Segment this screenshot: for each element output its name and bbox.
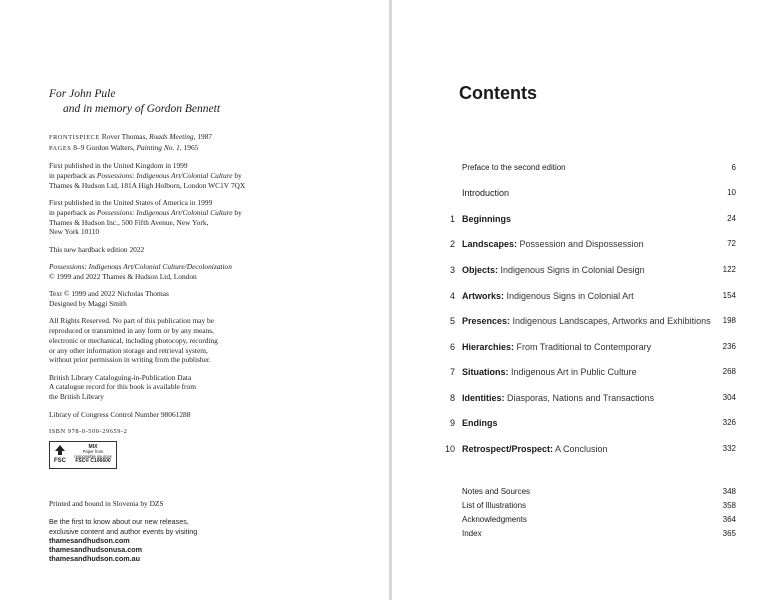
chapter-page: 198 xyxy=(722,316,736,325)
chapter-subtitle: Indigenous Landscapes, Artworks and Exhibitions xyxy=(510,316,711,326)
fsc-mix: MIX xyxy=(88,444,98,451)
fsc-tree-icon xyxy=(50,445,70,465)
isbn: ISBN 978-0-500-29659-2 xyxy=(49,427,128,435)
chapter-subtitle: Indigenous Art in Public Culture xyxy=(508,367,637,377)
toc-entry-title: Introduction xyxy=(462,188,510,198)
toc-chapter[interactable] xyxy=(440,340,736,354)
chapter-page: 72 xyxy=(727,239,736,248)
website-link[interactable]: thamesandhudsonusa.com xyxy=(49,545,143,555)
cataloguing-line: British Library Cataloguing-in-Publication Data xyxy=(49,372,192,382)
chapter-page: 154 xyxy=(722,291,736,300)
chapter-subtitle: From Traditional to Contemporary xyxy=(514,342,652,352)
website-link[interactable]: thamesandhudson.com xyxy=(49,535,130,545)
backmatter-page: 358 xyxy=(722,501,736,510)
toc-chapter[interactable] xyxy=(440,391,736,405)
chapter-title: Objects: xyxy=(462,265,499,275)
right-page xyxy=(392,0,784,600)
chapter-title: Situations: xyxy=(462,367,509,377)
toc-backmatter-entry[interactable] xyxy=(440,499,736,513)
chapter-subtitle: Indigenous Signs in Colonial Art xyxy=(504,291,634,301)
chapter-page: 122 xyxy=(722,265,736,274)
backmatter-page: 348 xyxy=(722,487,736,496)
toc-entry-page: 6 xyxy=(731,163,736,172)
chapter-title: Artworks: xyxy=(462,291,505,301)
fsc-text: responsible sources xyxy=(74,453,112,459)
left-page xyxy=(0,0,390,600)
chapter-page: 304 xyxy=(722,393,736,402)
toc-entry-title: Preface to the second edition xyxy=(462,163,566,172)
uk-edition-title: Possessions: Indigenous Art/Colonial Culture xyxy=(96,170,233,180)
chapter-number: 7 xyxy=(449,367,455,377)
chapter-subtitle: A Conclusion xyxy=(553,444,608,454)
backmatter-title: List of Illustrations xyxy=(462,501,527,510)
chapter-number: 2 xyxy=(449,239,455,249)
backmatter-title: Notes and Sources xyxy=(462,487,531,496)
toc-backmatter-entry[interactable] xyxy=(440,485,736,499)
toc-backmatter-entry[interactable] xyxy=(440,527,736,541)
backmatter-page: 364 xyxy=(722,515,736,524)
pages-label: PAGES xyxy=(49,144,72,152)
chapter-page: 326 xyxy=(722,418,736,427)
chapter-subtitle: Possession and Dispossession xyxy=(517,239,644,249)
chapter-subtitle: Indigenous Signs in Colonial Design xyxy=(498,265,645,275)
copyright-block xyxy=(49,132,379,563)
us-edition-line: in paperback as xyxy=(49,207,97,217)
toc-chapter[interactable] xyxy=(440,365,736,379)
us-publisher-address: New York 10110 xyxy=(49,227,100,237)
fsc-logo xyxy=(49,441,117,469)
fsc-text: Paper from xyxy=(82,448,104,454)
printer-line: Printed and bound in Slovenia by DZS xyxy=(49,498,164,508)
chapter-number: 3 xyxy=(449,265,455,275)
toc-chapter[interactable] xyxy=(440,237,736,251)
pages-credit: 8–9 Gordon Walters, xyxy=(73,142,137,152)
uk-publisher-address: Thames & Hudson Ltd, 181A High Holborn, London WC1V 7QX xyxy=(49,180,246,190)
us-edition-title: Possessions: Indigenous Art/Colonial Culture xyxy=(96,207,233,217)
toc-entry-preface[interactable] xyxy=(440,161,736,175)
toc-chapter[interactable] xyxy=(440,442,736,456)
promo-line: Be the first to know about our new releases, xyxy=(49,517,189,527)
frontispiece-year: , 1987 xyxy=(193,132,213,141)
backmatter-page: 365 xyxy=(722,529,736,538)
book-title-full: Possessions: Indigenous Art/Colonial Culture/Decolonization xyxy=(49,261,232,271)
fsc-code: FSC® C106600 xyxy=(75,458,111,465)
loc-number: Library of Congress Control Number 98061288 xyxy=(49,409,191,419)
rights-line: electronic or mechanical, including photocopy, recording xyxy=(49,335,218,345)
toc-entry-introduction[interactable] xyxy=(440,186,736,200)
cataloguing-line: A catalogue record for this book is available from xyxy=(49,382,196,392)
chapter-page: 332 xyxy=(722,444,736,453)
us-edition-line: First published in the United States of America in 1999 xyxy=(49,197,213,207)
backmatter-title: Acknowledgments xyxy=(462,515,527,524)
toc-chapter[interactable] xyxy=(440,263,736,277)
designer-credit: Designed by Maggi Smith xyxy=(49,298,127,308)
toc-entry-page: 10 xyxy=(727,188,736,197)
chapter-subtitle: Diasporas, Nations and Transactions xyxy=(504,393,655,403)
pages-title: Painting No. 1 xyxy=(136,142,180,152)
chapter-number: 10 xyxy=(444,444,455,454)
dedication-line: For John Pule xyxy=(49,88,116,100)
website-link[interactable]: thamesandhudson.com.au xyxy=(49,554,141,564)
chapter-title: Identities: xyxy=(462,393,505,403)
chapter-number: 5 xyxy=(449,316,455,326)
toc-backmatter-entry[interactable] xyxy=(440,513,736,527)
pages-year: , 1965 xyxy=(179,142,199,152)
text-copyright: Text © 1999 and 2022 Nicholas Thomas xyxy=(49,289,169,299)
chapter-number: 8 xyxy=(449,393,455,403)
chapter-title: Endings xyxy=(462,418,498,428)
promo-line: exclusive content and author events by visiting xyxy=(49,526,198,536)
chapter-page: 236 xyxy=(722,342,736,351)
chapter-page: 268 xyxy=(722,367,736,376)
rights-line: without prior permission in writing from the publisher. xyxy=(49,355,211,365)
hardback-edition: This new hardback edition 2022 xyxy=(49,244,145,254)
chapter-number: 6 xyxy=(449,342,455,352)
chapter-title: Retrospect/Prospect: xyxy=(462,444,554,454)
chapter-number: 4 xyxy=(449,291,455,301)
chapter-page: 24 xyxy=(727,214,736,223)
dedication-line: and in memory of Gordon Bennett xyxy=(63,103,221,115)
backmatter-title: Index xyxy=(462,529,482,538)
toc-chapter[interactable] xyxy=(440,314,736,328)
frontispiece-title: Roads Meeting xyxy=(149,132,194,141)
rights-line: or any other information storage and retrieval system, xyxy=(49,345,208,355)
frontispiece-credit: Rover Thomas, xyxy=(101,132,150,141)
us-edition-line: by xyxy=(232,207,242,217)
chapter-title: Landscapes: xyxy=(462,239,518,249)
uk-edition-line: in paperback as xyxy=(49,170,97,180)
contents-title: Contents xyxy=(459,83,537,103)
toc-chapter[interactable] xyxy=(440,212,736,226)
toc-chapter[interactable] xyxy=(440,289,736,303)
uk-edition-line: First published in the United Kingdom in 1999 xyxy=(49,161,188,171)
promo-block xyxy=(49,517,379,563)
copyright-line: © 1999 and 2022 Thames & Hudson Ltd, London xyxy=(49,271,197,281)
uk-edition-line: by xyxy=(232,170,242,180)
chapter-number: 9 xyxy=(449,418,455,428)
chapter-title: Presences: xyxy=(462,316,511,326)
frontispiece-label: FRONTISPIECE xyxy=(49,134,100,141)
fsc-mark: FSC xyxy=(54,457,66,464)
rights-line: All Rights Reserved. No part of this publication may be xyxy=(49,316,215,326)
chapter-number: 1 xyxy=(449,214,455,224)
cataloguing-line: the British Library xyxy=(49,392,105,402)
dedication xyxy=(49,87,220,117)
chapter-title: Hierarchies: xyxy=(462,342,515,352)
chapter-title: Beginnings xyxy=(462,214,511,224)
us-publisher-address: Thames & Hudson Inc., 500 Fifth Avenue, New York, xyxy=(49,217,209,227)
rights-line: reproduced or transmitted in any form or by any means, xyxy=(49,325,215,335)
toc-chapter[interactable] xyxy=(440,416,736,430)
